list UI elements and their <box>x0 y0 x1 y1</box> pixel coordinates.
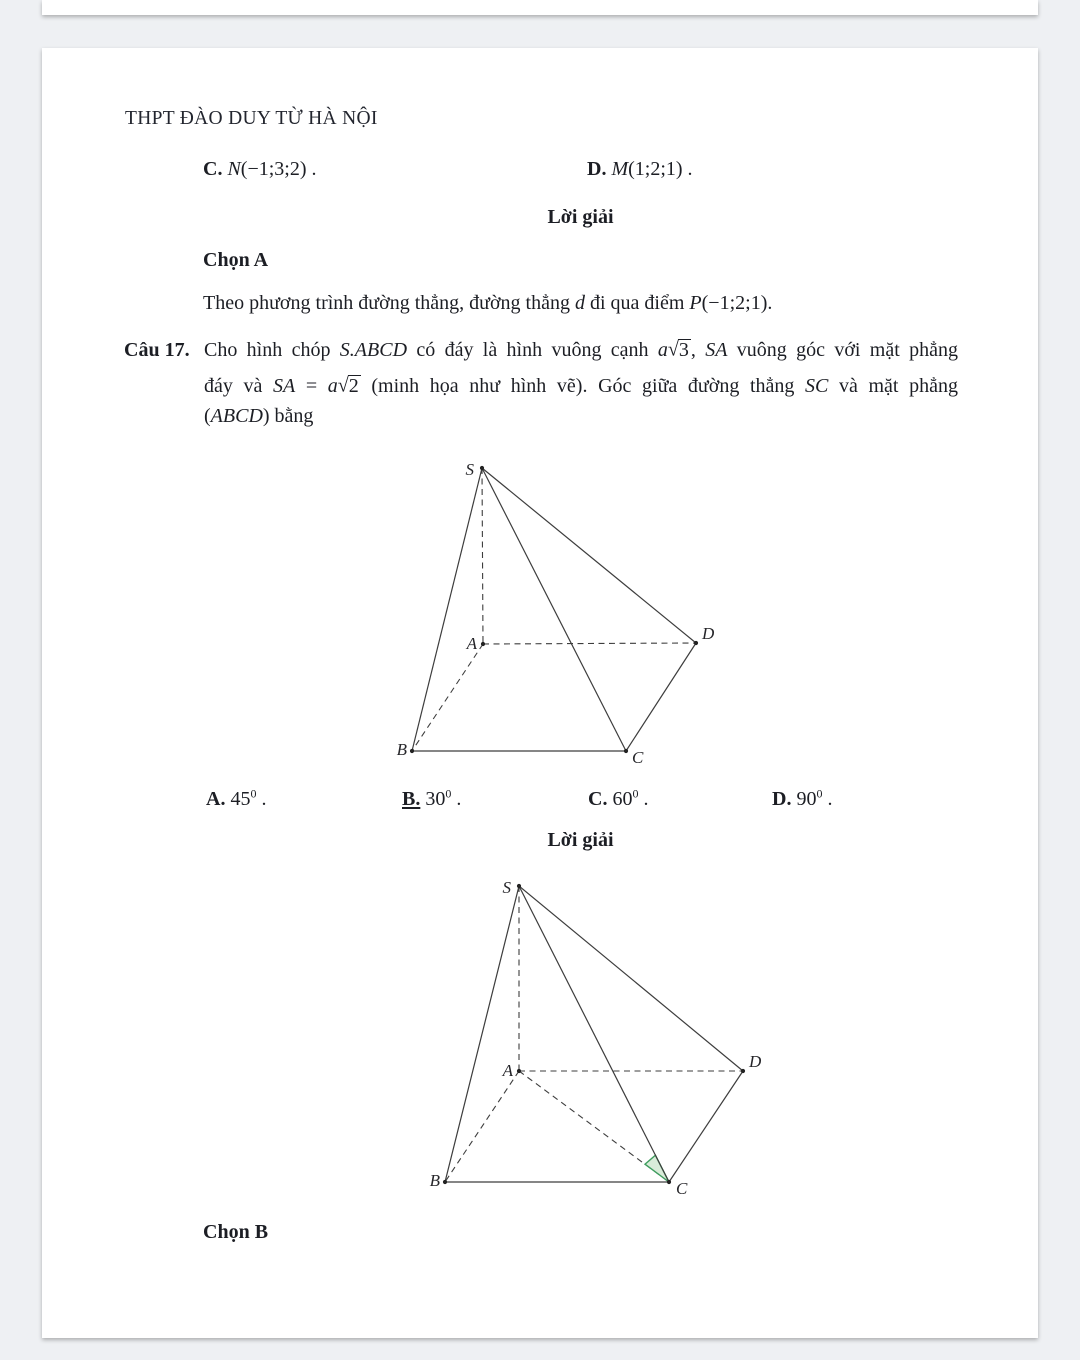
edge-SD <box>519 886 743 1071</box>
vertex-label-a: A <box>502 1061 513 1080</box>
vertex-dot-C <box>667 1180 671 1184</box>
vertex-label-d: D <box>749 1052 762 1071</box>
edge-AB <box>412 644 483 751</box>
pyramid-diagram-solution <box>420 870 765 1208</box>
vertex-dot-S <box>480 466 484 470</box>
visible-edges <box>412 468 696 751</box>
question17-statement-line1: Cho hình chóp S.ABCD có đáy là hình vuông cạnh a√3 , SA vuông góc với mặt phẳng <box>204 338 959 361</box>
question17-option-b: B. $30^0$ . <box>402 786 462 810</box>
question17-option-d: D. $90^0$ . <box>772 786 833 810</box>
visible-edges <box>445 886 743 1182</box>
edge-AB <box>445 1071 519 1182</box>
vertex-dot-D <box>741 1069 745 1073</box>
edge-SA <box>482 468 483 644</box>
question17-choice: Chọn B <box>203 1221 269 1243</box>
edge-AD <box>483 643 696 644</box>
edge-SD <box>482 468 696 643</box>
edge-SB <box>412 468 482 751</box>
vertex-dot-A <box>517 1069 521 1073</box>
school-header: THPT ĐÀO DUY TỪ HÀ NỘI <box>125 108 378 129</box>
vertex-dot-C <box>624 749 628 753</box>
vertex-dot-S <box>517 884 521 888</box>
vertex-dot-B <box>410 749 414 753</box>
edge-SC <box>482 468 626 751</box>
vertex-label-d: D <box>702 624 715 643</box>
edge-CD <box>669 1071 743 1182</box>
vertex-label-c: C <box>676 1179 688 1198</box>
edge-SC <box>519 886 669 1182</box>
vertex-label-b: B <box>429 1171 440 1190</box>
vertex-label-a: A <box>466 634 477 653</box>
document-page <box>42 48 1038 1338</box>
question17-statement-line3: (ABCD) bằng <box>204 405 314 427</box>
question16-solution-heading: Lời giải <box>547 206 614 228</box>
edge-CD <box>626 643 696 751</box>
previous-page-sheet-edge <box>42 0 1038 15</box>
vertex-dot-B <box>443 1180 447 1184</box>
question16-explanation: Theo phương trình đường thẳng, đường thẳng d đi qua điểm P(−1;2;1). <box>203 292 773 314</box>
question16-option-c: C. N(−1;3;2) . <box>203 158 317 180</box>
question17-number: Câu 17. <box>124 339 190 361</box>
edge-SB <box>445 886 519 1182</box>
vertex-label-b: B <box>396 740 407 759</box>
question17-statement-line2: đáy và SA = a√2 (minh họa như hình vẽ). Góc giữa đường thẳng SC và mặt phẳng <box>204 374 958 397</box>
question16-option-d: D. M(1;2;1) . <box>587 158 693 180</box>
vertex-dot-D <box>694 641 698 645</box>
vertex-label-c: C <box>632 748 644 767</box>
vertex-label-s: S <box>465 460 474 479</box>
vertex-dot-A <box>481 642 485 646</box>
question17-solution-heading: Lời giải <box>547 829 614 851</box>
question17-option-c: C. $60^0$ . <box>588 786 649 810</box>
question16-choice: Chọn A <box>203 249 269 271</box>
vertex-label-s: S <box>502 878 511 897</box>
question17-option-a: A. $45^0$ . <box>206 786 267 810</box>
pyramid-diagram-question <box>395 452 715 768</box>
